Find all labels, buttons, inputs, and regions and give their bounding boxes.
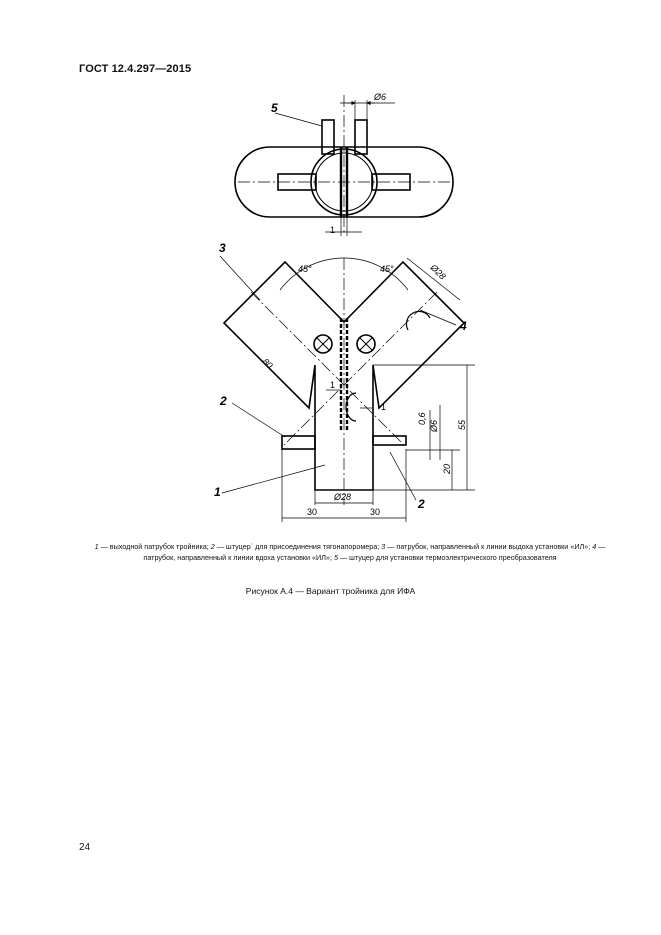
page-number: 24 xyxy=(79,842,91,853)
dim-gap1-left: 1 xyxy=(330,380,336,390)
label-5: 5 xyxy=(271,101,278,115)
cross-marks xyxy=(317,338,372,350)
legend-text-3: — патрубок, направленный к линии выдоха установки «ИЛ»; xyxy=(385,542,593,551)
legend-num-2: 2 xyxy=(210,542,215,551)
label-3: 3 xyxy=(219,241,226,255)
legend-num-1: 1 xyxy=(94,542,99,551)
legend-text-2: — штуцер` для присоединения тягонапоромера; xyxy=(214,542,382,551)
label-1: 1 xyxy=(214,485,221,499)
legend-text-5: — штуцер для установки термоэлектрического преобразователя xyxy=(337,553,557,562)
dim-30-left: 30 xyxy=(307,507,318,517)
dim-0-6: 0,6 xyxy=(417,412,427,425)
dim-55: 55 xyxy=(457,419,467,430)
legend-text-1: — выходной патрубок тройника; xyxy=(98,542,211,551)
dim-30-right: 30 xyxy=(370,507,381,517)
legend-text-4: — патрубок, направленный к линии вдоха установки «ИЛ»; xyxy=(143,542,606,562)
dim-20: 20 xyxy=(442,463,452,474)
dim-80: 80 xyxy=(260,356,275,371)
dim-d28-bottom: Ø28 xyxy=(334,492,352,502)
legend-num-3: 3 xyxy=(381,542,386,551)
legend-num-5: 5 xyxy=(333,553,338,562)
dim-angle-right: 45° xyxy=(380,264,394,274)
dim-d6-bottom: Ø6 xyxy=(429,419,439,432)
figure-title: Рисунок А.4 — Вариант тройника для ИФА xyxy=(245,586,416,596)
figure-legend xyxy=(80,541,620,563)
dim-d28-branch: Ø28 xyxy=(428,262,448,282)
document-header: ГОСТ 12.4.297—2015 xyxy=(79,63,192,75)
label-4: 4 xyxy=(460,319,467,333)
legend-num-4: 4 xyxy=(592,542,597,551)
dim-gap1-right: 1 xyxy=(381,402,387,412)
dim-angle-left: 45° xyxy=(298,264,312,274)
front-view xyxy=(224,262,464,490)
dim-gap1-top: 1 xyxy=(330,225,336,235)
dim-d6: Ø6 xyxy=(374,92,387,102)
label-2a: 2 xyxy=(220,394,227,408)
label-2b: 2 xyxy=(418,497,425,511)
